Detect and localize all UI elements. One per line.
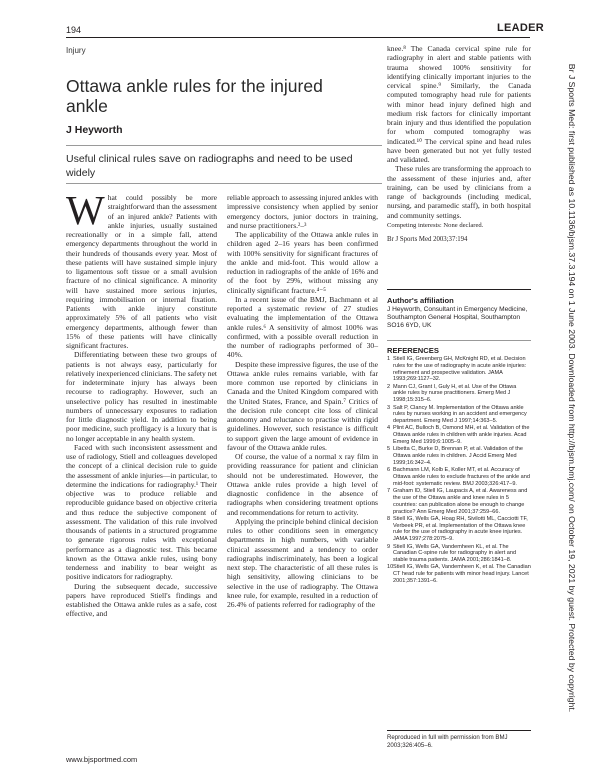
drop-cap: W (66, 187, 105, 233)
paragraph: These rules are transforming the approach to the assessment of these injuries and, after training, can be used by clinicians from a range of backgrounds (including medical, nursing, and paramedic staff), in both hospital and community settings. (387, 164, 531, 220)
paragraph: Differentiating between these two groups of patients is not always easy, particularly for relatively inexperienced clinicians. The safety net for indeterminate injury has always been recourse to radiography. However, such an unselective policy has resulted in inestimable numbers of unnecessary exposures to radiation for little diagnostic yield. In addition to being poor medicine, such profligacy is a luxury that is no longer acceptable in any health system. (66, 350, 217, 443)
reference-item: 8 Stiell IG, Wells GA, Hoag RH, Sivilotti ML, Cacciotti TF, Verbeek PR, et al. Implementation of the Ottawa knee rule for the use of radiography in acute knee injuries. JAMA 1997;278:2075–9. (387, 515, 528, 543)
paragraph: Faced with such inconsistent assessment and use of radiology, Stiell and colleagues developed the concept of a clinical decision rule to guide the assessment of ankle injuries—in particular, to determine the indications for radiography.¹ Their objective was to produce reliable and reproducible guidance based on objective criteria and thus reduce the subjective component of assessment. The validation of this rule involved thousands of patients in a structured programme to generate rigorous rules with exceptional performance as a diagnostic test. This became known as the Ottawa ankle rules, using bony tenderness and inability to bear weight as positive indicators for radiography. (66, 442, 217, 582)
reference-item: 10 Stiell IG, Wells GA, Vandemheen K, et al. The Canadian CT head rule for patients with minor head injury. Lancet 2001;357:1391–6. (387, 564, 531, 584)
standfirst-rule-top (66, 145, 382, 146)
affiliation-heading: Author's affiliation (387, 296, 454, 305)
section-label: LEADER (497, 22, 545, 34)
article-citation: Br J Sports Med 2003;37:194 (387, 235, 468, 243)
reproduction-note: Reproduced in full with permission from BMJ 2003;326:405–6. (387, 734, 508, 749)
body-column-3 (387, 44, 531, 244)
page-number: 194 (66, 25, 82, 35)
reference-item: 3 Salt P, Clancy M. Implementation of the Ottawa ankle rules by nurses working in an accident and emergency department. Emerg Med J 1997;14:363–5. (387, 404, 527, 425)
paragraph: Despite these impressive figures, the use of the Ottawa ankle rules remains variable, with far more common use reported by clinicians in Canada and the United Kingdom compared with the United States, France, and Spain.⁷ Critics of the decision rule concept cite loss of clinical autonomy and reluctance to practise within rigid guidelines. However, such resistance is difficult to support given the large amount of evidence in favour of the Ottawa ankle rules. (227, 359, 378, 452)
download-banner: Br J Sports Med: first published as 10.1136/bjsm.37.3.194 on 1 June 2003. Downloaded from http://bjsm.bmj.com/ on October 19, 2021 by guest. Protected by copyright. (567, 63, 577, 713)
reference-item: 1 Stiell IG, Greenberg GH, McKnight RD, et al. Decision rules for the use of radiography in acute ankle injuries: refinement and prospective validation. JAMA 1993;269:1127–32. (387, 356, 527, 383)
paragraph: knee.⁸ The Canada cervical spine rule for radiography in alert and stable patients with trauma showed 100% sensitivity for identifying clinically important injuries to the cervical spine.⁹ Similarly, the Canada computed tomography head rule for patients with minor head injury defined high and medium risk factors for clinically important brain injury and thus identified the population for whom computed tomography was indicated.¹⁰ The cervical spine and head rules have been generated but not yet fully tested and validated. (387, 44, 531, 164)
reference-list (387, 356, 531, 585)
reference-item: 4 Plint AC, Bulloch B, Osmond MH, et al. Validation of the Ottawa ankle rules in children with ankle injuries. Acad Emerg Med 1999;6:1005–9. (387, 425, 530, 446)
reference-item: 9 Stiell IG, Wells GA, Vandemheen KL, et al. The Canadian C-spine rule for radiography in alert and stable trauma patients. JAMA 2001;286:1841–8. (387, 543, 517, 564)
citation-rule (387, 289, 531, 290)
article-title: Ottawa ankle rules for the injured ankle (66, 76, 323, 116)
paragraph: In a recent issue of the BMJ, Bachmann et al reported a systematic review of 27 studies evaluating the implementation of the Ottawa ankle rules.⁶ A sensitivity of almost 100% was confirmed, with a possible overall reduction in the number of radiographs performed of 30–40%. (227, 294, 378, 360)
affiliation-rule (387, 340, 531, 341)
standfirst: Useful clinical rules save on radiographs and need to be used widely (66, 153, 353, 179)
body-column-2 (227, 193, 378, 609)
reference-item: 5 Libetta C, Burke D, Brennan P, et al. Validation of the Ottawa ankle rules in children. J Accid Emerg Med 1999;16:342–4. (387, 446, 523, 466)
paragraph: reliable approach to assessing injured ankles with impressive consistency when applied by senior emergency doctors, junior doctors in training, and nurse practitioners.²–³ (227, 193, 378, 230)
header-rule (66, 37, 530, 38)
journal-website[interactable]: www.bjsportmed.com (66, 755, 138, 764)
paragraph: What could possibly be more straightforward than the assessment of an injured ankle? Patients with ankle injuries, usually sustained recreationally or in a simple fall, attend emergency departments throughout the world in their hundreds of thousands every year. Most of these patients will have sustained simple injury to ligamentous soft tissue or a small avulsion fracture of no clinical significance. A minority will have sustained more serious injuries, requiring immobilisation or internal fixation. Patients with ankle injury constitute approximately 5% of all patients who visit emergency departments, although fewer than 15% of these patients will have clinically significant fractures. (66, 187, 217, 350)
paragraph: During the subsequent decade, successive papers have reproduced Stiell's findings and established the Ottawa ankle rules as a safe, cost effective, and (66, 581, 217, 619)
paragraph: Applying the principle behind clinical decision rules to other conditions seen in emergency departments in high numbers, with variable clinical assessment and a tendency to order radiographs indiscriminately, has been a logical next step. The characteristic of all these rules is high sensitivity, allowing clinicians to be selective in the use of radiography. The Ottawa knee rule, for example, resulted in a reduction of 26.4% of patients referred for radiography of the (227, 516, 378, 609)
reference-item: 6 Bachmann LM, Kolb E, Koller MT, et al. Accuracy of Ottawa ankle rules to exclude fractures of the ankle and mid-foot: systematic review. BMJ 2003;326:417–9. (387, 467, 530, 487)
reproduction-rule (387, 730, 531, 731)
body-column-1 (66, 187, 217, 619)
article-category: Injury (66, 46, 86, 55)
paragraph: Of course, the value of a normal x ray film in providing reassurance for patient and clinician should not be underestimated. However, the Ottawa ankle rules provide a high level of diagnostic confidence in the absence of radiographs when considering treatment options and recommendations for return to activity. (227, 452, 378, 517)
article-author: J Heyworth (66, 124, 123, 136)
paragraph: The applicability of the Ottawa ankle rules in children aged 2–16 years has been confirmed with 100% sensitivity for significant fractures of the ankle and mid-foot. This would allow a reduction in radiographs of the ankle of 16% and of the foot by 29%, without missing any clinically significant fracture.⁴⁻⁵ (227, 230, 378, 295)
competing-interests: Competing interests: None declared. (387, 221, 484, 229)
reference-item: 2 Mann CJ, Grant I, Guly H, et al. Use of the Ottawa ankle rules by nurse practitioners. Emerg Med J 1998;15:315–6. (387, 383, 517, 404)
affiliation-text: J Heyworth, Consultant in Emergency Medicine, Southampton General Hospital, Southampton SO16 6YD, UK (387, 306, 528, 329)
references-heading: REFERENCES (387, 346, 439, 355)
reference-item: 7 Graham ID, Stiell IG, Laupacis A, et al. Awareness and the use of the Ottawa ankle and knee rules in 5 countries: can publication alone be enough to change practice? Ann Emerg Med 2001;37:259–66. (387, 488, 528, 515)
standfirst-rule-bottom (66, 183, 382, 184)
